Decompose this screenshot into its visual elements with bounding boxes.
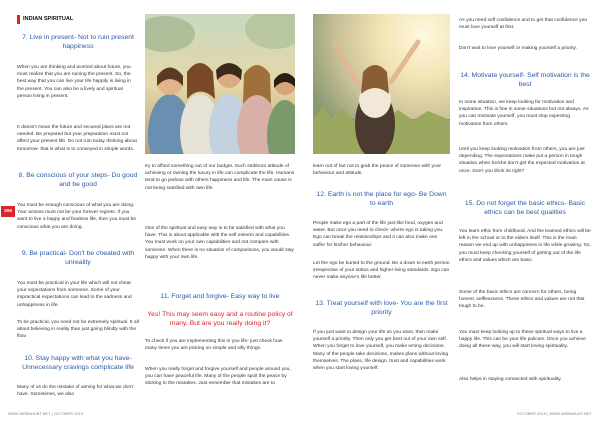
paragraph: To check if you are implementing this in you life- just check how many times you are picking on simple and silly things. [145,339,283,352]
section-header [17,14,73,24]
paragraph: Also helps in staying connected with spirituality. [459,377,562,382]
paragraph: You learn ethic from childhood. And the learned ethics will be left in the school or to the elders itself. This is the main reason we end up with unhappiness in life while growing. So, you must keep checking yourself of getting out of the life ethics and values which are basic. [459,229,591,263]
photo-woman-in-field [313,14,450,154]
paragraph: It doesn't mean the future and secured plans are not needed. Be prepared but your preparation must not affect your present life. Do not ruin today thinking about tomorrow- that is what is to conveyed in simple words. [17,125,137,152]
heading-10: 10. Stay happy with what you have- Unnecessary cravings complicate life [22,355,134,371]
heading-11: 11. Forget and forgive- Easy way to live [160,293,280,300]
paragraph: As you need self confidence and to get that confidence you must love yourself at first. [459,18,588,31]
heading-8: 8. Be conscious of your steps- Do good and be good [18,172,138,188]
paragraph: Some of the basic ethics are concern for others, being honest, selflessness. These ethics and values are not that tough to be. [459,290,585,310]
paragraph: Don't wait to love yourself or making yourself a priority. [459,46,577,51]
paragraph: When you really forget and forgive yourself and people around you, you can have peaceful life. Many of the people spoil the peace by sticking to the mistakes. Just remember that mistakes are to [145,367,291,387]
section-title: INDIAN SPIRITUAL [23,16,74,22]
paragraph: Let the ego be buried to the ground. Be a down to earth person irrespective of your status and higher living standards. Ego can never make anyone's life better. [313,261,450,281]
paragraph: People make ego a part of the life just like food, oxygen and water. But once you need to check- where ego is taking you. Ego can break the relationships and it can also make one suffer for his/her behaviour. [313,221,444,248]
paragraph: When you are thinking and worried about future, you must realize that you are ruining the present. So, the best way that you can live your life happily is living in the present. You can also be a lively and spiritual person living in present. [17,65,131,99]
paragraph: You must be enough conscious of what you are doing. Your actions must not be your forever regrets. If you want to live a happy and fearless life, then you must be conscious what you are doing. [17,203,137,230]
section-marker [17,15,20,24]
paragraph: You must be practical in your life which will not cheat your expectations from someone. Some of your impractical expectations can lead to the sadness and unhappiness in life. [17,281,132,308]
heading-12: 12. Earth is not the place for ego- Be Down to earth [316,191,447,207]
photo-group-friends [145,14,295,154]
paragraph: Until you keep looking motivation from others, you are just depending. The expectations make put a person in tough situation when he/she don't get the expected motivation at once. Don't you think its right? [459,147,585,174]
paragraph: If you just want to design your life as you want, then make yourself a priority. Then only you get best out of your own self. When you forget to love yourself, you make wrong decisions. Many of the people take decisions, makes plans without loving themselves. The plans, life design, trust and capabilities work when you start loving yourself. [313,330,449,372]
paragraph: In some situation, we keep looking for motivation and inspiration. This is fine in some situations but not always. As you can motivate yourself, you must stop expecting motivation from others. [459,100,589,127]
heading-14: 14. Motivate yourself- Self motivation is the best [460,72,590,88]
heading-9: 9. Be practical- Don't be cheated with unreality [21,250,135,266]
photo-woman-in-field-image [313,14,450,154]
paragraph: try to afford something out of our budget. Such stubborn attitude of achieving or owning the luxury in life can complicate the life. Humans tend to go jealous with others happiness and life. The main cause is not being satisfied with own life. [145,164,295,191]
photo-group-friends-image [145,14,295,154]
page-number: 306 [1,206,15,217]
heading-7: 7. Live in present- Not to ruin present happiness [22,34,134,50]
paragraph: learn out of but not to grab the peace of someone with your behaviour and attitude. [313,164,442,177]
footer-left: WWW.WEBAHUNT.NET | OCTOBER 2019 [8,412,84,416]
pull-quote: Yes! This may seem easy and a routine policy of many. But are you really doing it? [147,311,293,327]
heading-13: 13. Treat yourself with love- You are the first priority [315,300,448,316]
footer-right: OCTOBER 2019 | WWW.WEBAHUNT.NET [516,412,592,416]
paragraph: You must keep looking up to these spiritual ways to live a happy life. This can be your life policies. Once you achieve doing all these way, you will start loving spirituality. [459,330,586,350]
paragraph: To be practical, you need not be extremely spiritual. It all about believing in reality than just going blindly with the flow. [17,320,139,340]
paragraph: One of the spiritual and easy way is to be satisfied with what you have. This is about applicable with the self esteem and capabilities. You must work on your own capabilities and not compare with someone. When there is no situation of comparisons, you would stay happy with your own life. [145,226,294,260]
heading-15: 15. Do not forget the basic ethics- Basic ethics can be best qualities [464,200,586,216]
paragraph: Many of us do the mistake of aiming for what we don't have. Sometimes, we also [17,385,134,398]
